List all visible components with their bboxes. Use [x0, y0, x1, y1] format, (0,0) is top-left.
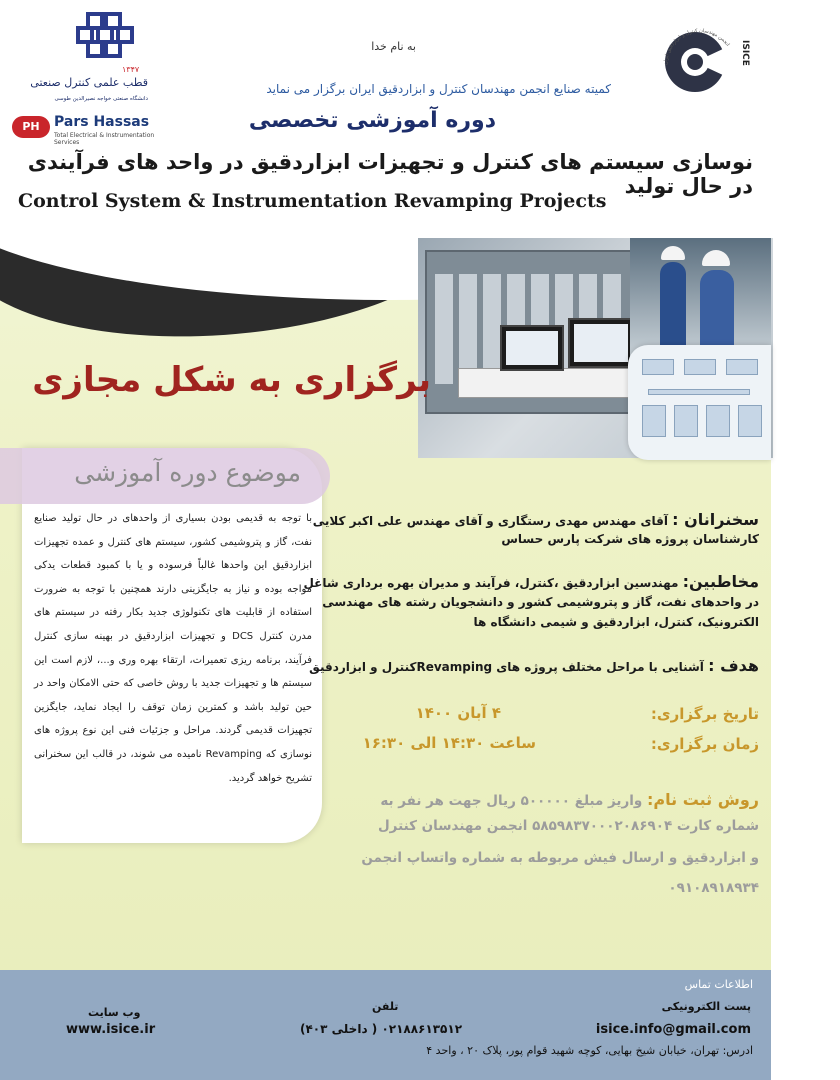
university-name: قطب علمی کنترل صنعتی — [30, 76, 148, 89]
engineer-figure — [660, 262, 686, 352]
university-subname: دانشگاه صنعتی خواجه نصیرالدین طوسی — [54, 96, 148, 102]
phone-value: ۰۲۱۸۸۶۱۳۵۱۲ ( داخلی ۴۰۳) — [300, 1022, 463, 1036]
contact-title: اطلاعات تماس — [684, 978, 753, 991]
organizer-line: کمیته صنایع انجمن مهندسان کنترل و ابزاردقیق ایران برگزار می نماید — [266, 82, 611, 96]
registration-fee: واریز مبلغ ۵۰۰۰۰۰ ریال جهت هر نفر به — [380, 793, 643, 809]
basmala: به نام خدا — [371, 40, 416, 53]
registration-line3: و ابزاردقیق و ارسال فیش مربوطه به شماره واتساپ انجمن — [361, 850, 759, 866]
audience-value-line1: مهندسین ابزاردقیق ،کنترل، فرآیند و مدیران بهره برداری شاغل — [303, 576, 679, 590]
website-label: وب سایت — [88, 1006, 141, 1019]
pars-hassas-logo — [12, 112, 172, 146]
audience-label: مخاطبین: — [682, 572, 759, 591]
registration-line1 — [380, 790, 759, 809]
course-type: دوره آموزشی تخصصی — [248, 108, 496, 133]
topic-heading: موضوع دوره آموزشی — [74, 458, 301, 487]
goal-label: هدف : — [708, 656, 759, 675]
registration-line2: شماره کارت ۵۸۵۹۸۳۷۰۰۰۲۰۸۶۹۰۴ انجمن مهندسان کنترل — [377, 818, 759, 834]
speakers-value: آقای مهندس مهدی رستگاری و آقای مهندس علی اکبر کلایی — [312, 514, 668, 528]
website-link[interactable]: www.isice.ir — [66, 1022, 156, 1037]
university-year: ۱۳۴۷ — [122, 65, 140, 74]
time-value: ساعت ۱۴:۳۰ الی ۱۶:۳۰ — [362, 734, 536, 752]
pars-hassas-name: Pars Hassas — [54, 114, 150, 130]
audience-row — [303, 572, 759, 591]
ph-logo-icon: PH — [12, 116, 50, 138]
engineer-figure — [700, 270, 734, 356]
email-label: پست الکترونیکی — [661, 1000, 751, 1013]
course-title-en: Control System & Instrumentation Revamping Projects — [18, 190, 607, 212]
speakers-row — [313, 510, 759, 529]
isice-ring-text: انجمن مهندسان کنترل و ابزاردقیق ایران — [662, 27, 731, 66]
pars-hassas-tagline: Total Electrical & Instrumentation Services — [54, 132, 155, 146]
network-diagram-image — [628, 345, 771, 460]
time-label: زمان برگزاری: — [650, 735, 759, 753]
course-title-fa: نوسازی سیستم های کنترل و تجهیزات ابزاردقیق در واحد های فرآیندی در حال تولید — [27, 150, 753, 198]
audience-value-line2: در واحدهای نفت، گاز و پتروشیمی کشور و دانشجویان رشته های مهندسی — [322, 595, 759, 609]
audience-value-line3: الکترونیک، کنترل، ابزاردقیق و شیمی دانشگاه ها — [473, 615, 759, 629]
email-link[interactable]: isice.info@gmail.com — [595, 1022, 751, 1037]
monitor-icon — [568, 318, 634, 368]
goal-row — [309, 656, 759, 675]
topic-description: با توجه به قدیمی بودن بسیاری از واحدهای در حال تولید صنایع نفت، گاز و پتروشیمی کشور، سیستم های کنترل و عمده تجهیزات ابزاردقیق این واحدها غالباً فرسوده و یا با کمبود قطعات یدکی مواجه بوده و نیاز به جایگزینی دارند همچنین با توجه به ضرورت استفاده از قابلیت های تکنولوژی جدید بکار رفته در سیستم های مدرن کنترل DCS و تجهیزات ابزاردقیق در بهینه سازی کنترل فرآیند، برنامه ریزی تعمیرات، ارتقاء بهره وری و...، لازم است این سیستم ها و تجهیزات جدید با روش خاصی که حتی الامکان واحد در حین تولید باشد و کمترین زمان توقف را ایجاد نماید، جایگزین تجهیزات قدیمی گردند. مراحل و جزئیات فنی این نوع پروژه های نوسازی که Revamping نامیده می شوند، در قالب این سخنرانی تشریح خواهد گردید. — [34, 513, 312, 784]
operator-desk-image — [458, 368, 650, 398]
phone-label: تلفن — [372, 1000, 399, 1013]
isice-logo — [645, 10, 755, 120]
registration-whatsapp-number: ۰۹۱۰۸۹۱۸۹۳۴ — [668, 880, 759, 896]
date-value: ۴ آبان ۱۴۰۰ — [415, 704, 501, 722]
registration-label: روش ثبت نام: — [647, 790, 759, 809]
address: ادرس: تهران، خیابان شیخ بهایی، کوچه شهید قوام پور، پلاک ۲۰ ، واحد ۴ — [426, 1044, 753, 1057]
virtual-format-heading: برگزاری به شکل مجازی — [32, 360, 431, 400]
speakers-affiliation: کارشناسان پروژه های شرکت پارس حساس — [501, 532, 759, 546]
goal-value: آشنایی با مراحل مختلف پروژه های Revampingکنترل و ابزاردقیق — [309, 660, 704, 674]
university-logo — [30, 8, 155, 108]
date-label: تاریخ برگزاری: — [650, 705, 759, 723]
isice-wordmark: ISICE — [740, 40, 750, 66]
knot-emblem-icon — [30, 8, 155, 108]
speakers-label: سخنرانان : — [672, 510, 759, 529]
monitor-icon — [500, 325, 564, 371]
